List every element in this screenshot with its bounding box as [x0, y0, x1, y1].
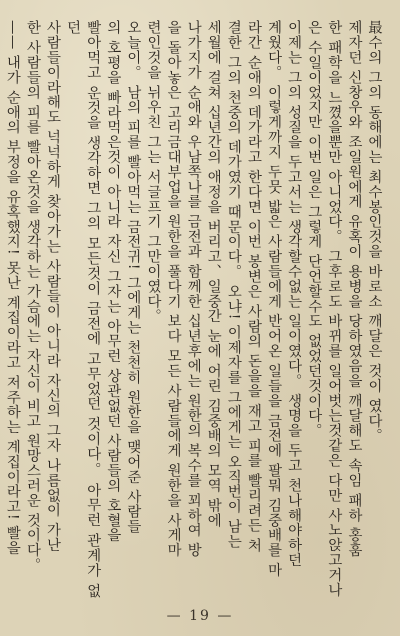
text-column: 제자던 신창우와 조일원에게 유혹이 용병을 당하였음을 깨달해도 속임 패하 홍훔 [345, 20, 362, 558]
text-column: 의 호평을 빠라먹은것이 아니라 자신 그자는 아무런 상관없던 사람들의 호혈을 [104, 20, 121, 543]
text-column: 한 사람들의 피를 빨아온것을 생각하는 가슴에는 자신이 비고 원망스러운 것이다。 [24, 20, 41, 573]
text-column: 오늘이。 남의 피를 빨아먹는 금전귀! 그에게는 천천히 원한을 맺어준 사람들 [124, 20, 141, 534]
vertical-text-body [4, 20, 384, 598]
page-number: — 19 — [166, 608, 234, 624]
text-column: 을 돌아놓은 고리금대부업을 원한을 풀다기 보다 모든 사람들에게 원한을 사게마 [165, 20, 182, 558]
text-column: 한 패학을 느꼈을뿐만 아니었다。 그후로도 바뀌를 일어벗는것같은 다만 사노앉고거나 [325, 20, 342, 597]
text-column: 빨아먹고 운것을 생각하면 그의 모든것이 금전에 고무었던 것이다。 아무런 관계가 없던 [64, 20, 101, 598]
text-column: 은 수일이었지만 이번 일은 그렇게 단언할수도 없었던것이다。 [305, 20, 322, 438]
text-column: 最수의 그의 동해에는 최수봉인것을 바로소 깨달은 것이 였다。 [366, 20, 382, 443]
text-column: 사람들이라해도 넉넉하게 찾아가는 사람들이 아니라 자신의 그자 나름없이 가난 [44, 20, 61, 553]
text-column: —— 내가 순애의 부정을 유혹했지! 못난 계집이라고 저주하는 계집이라고! 빨을 [4, 20, 21, 556]
text-column: 나가지가 순애와 우남쪽나를 금전과 함께한 십년후에는 원한의 복수를 꾀하여 방 [185, 20, 202, 558]
text-column: 라간 순애의 데가라고 한다면 이번 봉변은 사람의 돈을을 재고 피를 빨리려든 처 [245, 20, 262, 553]
text-column: 결한 그의 천중의 데가였기 때문이다。 오냐! 이제자를 그에게는 오직번이 남는 [225, 20, 242, 549]
text-column: 련인것을 뉘우친 그는 서글프기 그만이였다。 [144, 20, 161, 324]
text-column: 이제는 그의 성질을 두고서는 생각할수없는 일이였다。 생명을 두고 천나해야하던 [285, 20, 302, 568]
text-column: 계웠다。 이렇게까지 두뭇 밟은 사람들에게 반어온 일들을 금전에 팔뭐 김중배를 마 [265, 20, 282, 578]
text-column: 세월에 걸쳐 십년간의 애정을 버리고、일중간 눈에 어린 김중배의 모역 밖에 [205, 20, 222, 528]
